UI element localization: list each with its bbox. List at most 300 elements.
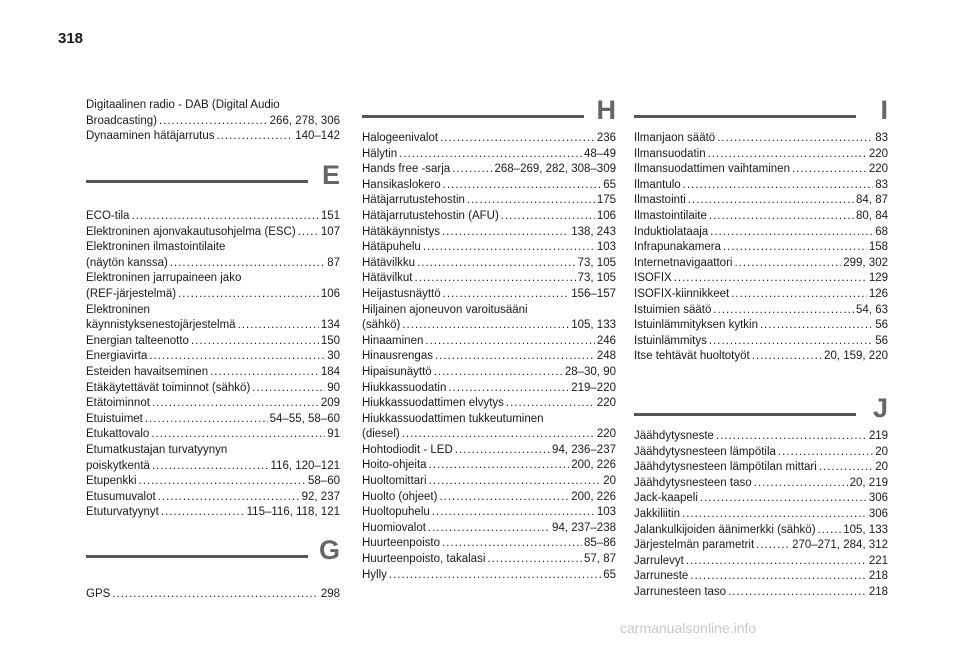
index-entry-title: Järjestelmän parametrit: [634, 539, 755, 552]
index-entry: [634, 162, 888, 178]
dot-leader: [238, 318, 319, 334]
index-entry-title: Hands free -sarja: [362, 163, 451, 176]
dot-leader: [429, 474, 602, 490]
watermark: carmanualsonline.info: [620, 620, 757, 636]
index-entry-line: Etumatkustajan turvatyynyn: [86, 443, 228, 456]
index-entry-title: Internetnavigaattori: [634, 256, 733, 269]
index-entry: [362, 381, 616, 397]
index-entry: [362, 349, 616, 365]
dot-leader: [752, 349, 822, 365]
index-entry: [634, 460, 888, 476]
index-entry-pages: 219: [868, 430, 888, 442]
index-entry-title: Jäähdytysnesteen lämpötilan mittari: [634, 461, 817, 474]
dot-leader: [298, 225, 319, 241]
dot-leader: [818, 523, 842, 539]
index-entry-title: Etukattovalo: [86, 428, 150, 441]
index-entry: [86, 318, 340, 334]
dot-leader: [506, 396, 595, 412]
index-entry-pages: 68: [875, 225, 888, 238]
index-entry-pages: 220: [596, 428, 616, 441]
index-entry-title: Hylly: [362, 568, 387, 581]
index-entry: [362, 458, 616, 474]
index-entry-title: Huoltopuhelu: [362, 506, 430, 519]
index-entry-pages: 85–86: [584, 537, 616, 550]
index-entry-title: Hälytin: [362, 147, 398, 160]
index-entry: [634, 429, 888, 445]
index-entry: [86, 365, 340, 381]
index-entry: [634, 287, 888, 303]
index-entry-pages: 106: [596, 209, 616, 222]
dot-leader: [152, 396, 319, 412]
dot-leader: [731, 287, 867, 303]
dot-leader: [754, 476, 848, 492]
index-entry-title: Ilmanjaon säätö: [634, 132, 716, 144]
index-entry-title: Ilmansuodattimen vaihtaminen: [634, 163, 790, 176]
index-entry-line: Hiljainen ajoneuvon varoitusääni: [362, 303, 528, 316]
index-entry: [634, 445, 888, 461]
index-entry-pages: 306: [868, 507, 888, 520]
index-entry: [634, 209, 888, 225]
dot-leader: [439, 490, 569, 506]
dot-leader: [443, 287, 570, 303]
dot-leader: [792, 162, 867, 178]
section-letter: I: [880, 95, 888, 125]
index-entry-title: Elektroninen ajonvakautusohjelma (ESC): [86, 225, 296, 238]
index-entry-pages: 156–157: [571, 287, 616, 300]
index-entry-title: Hätäjarrutustehostin: [362, 194, 465, 207]
index-entry-title: Huurteenpoisto: [362, 537, 440, 550]
index-block: [86, 209, 340, 521]
index-entry: [362, 334, 616, 350]
dot-leader: [734, 256, 841, 272]
dot-leader: [151, 427, 325, 443]
index-entry-pages: 92, 237: [301, 490, 340, 503]
index-entry-title: Hiukkassuodatin: [362, 381, 447, 394]
index-entry-pages: 266, 278, 306: [269, 114, 340, 127]
index-entry-title: Ilmansuodatin: [634, 147, 706, 160]
index-entry: [634, 240, 888, 256]
index-entry: [362, 536, 616, 552]
dot-leader: [683, 178, 874, 194]
dot-leader: [723, 240, 867, 256]
index-entry: [634, 147, 888, 163]
index-entry-pages: 65: [603, 568, 616, 581]
index-entry-title: Ilmastointilaite: [634, 209, 707, 222]
dot-leader: [760, 318, 873, 334]
index-entry: [362, 193, 616, 209]
dot-leader: [682, 507, 867, 523]
index-entry-title: Energiavirta: [86, 350, 148, 363]
index-entry: [362, 568, 616, 584]
index-entry-pages: 107: [320, 225, 340, 238]
index-entry-pages: 129: [868, 272, 888, 285]
index-entry-title: Huoltomittari: [362, 475, 427, 488]
index-entry: [634, 225, 888, 241]
index-entry-title: Hätävilkku: [362, 256, 416, 269]
index-entry: [362, 240, 616, 256]
index-entry-title: Etupenkki: [86, 475, 137, 488]
index-entry: [362, 131, 616, 147]
index-entry-pages: 116, 120–121: [270, 459, 340, 472]
index-entry-pages: 57, 87: [584, 553, 616, 566]
index-entry-pages: 30: [327, 350, 340, 363]
index-entry-title: ISOFIX-kiinnikkeet: [634, 287, 730, 300]
index-entry-pages: 126: [868, 287, 888, 300]
section-letter: H: [596, 95, 616, 125]
index-entry-pages: 220: [596, 397, 616, 410]
dot-leader: [389, 568, 601, 584]
index-entry-pages: 65: [603, 178, 616, 191]
index-entry: [86, 349, 340, 365]
dot-leader: [440, 131, 595, 147]
dot-leader: [443, 178, 602, 194]
dot-leader: [158, 490, 300, 506]
index-entry-pages: 20: [603, 475, 616, 488]
index-block: [86, 98, 340, 145]
dot-leader: [708, 147, 867, 163]
index-entry-pages: 150: [320, 334, 340, 347]
index-entry-pages: 221: [868, 554, 888, 567]
index-entry-pages: 83: [875, 178, 888, 191]
index-entry-pages: 106: [320, 287, 340, 300]
index-block: [634, 429, 888, 601]
index-entry-title: Hinaaminen: [362, 334, 424, 347]
dot-leader: [399, 147, 582, 163]
section-header-g: [86, 535, 340, 579]
index-entry-title: Broadcasting): [86, 114, 157, 127]
index-entry-pages: 94, 236–237: [552, 443, 616, 456]
index-entry: [634, 523, 888, 539]
index-entry-line: Elektroninen jarrupaineen jako: [86, 272, 242, 285]
index-entry-title: Etäkäytettävät toiminnot (sähkö): [86, 381, 251, 394]
dot-leader: [178, 287, 319, 303]
dot-leader: [709, 334, 873, 350]
dot-leader: [131, 209, 318, 225]
section-divider: [634, 413, 856, 416]
index-entry-pages: 306: [868, 492, 888, 505]
index-entry-pages: 48–49: [584, 147, 616, 160]
index-entry-pages: 268–269, 282, 308–309: [494, 163, 616, 176]
index-entry: [362, 209, 616, 225]
index-entry: [362, 271, 616, 287]
index-entry-title: Induktiolataaja: [634, 225, 709, 238]
index-entry-line: Elektroninen ilmastointilaite: [86, 241, 226, 254]
index-entry-line: Digitaalinen radio - DAB (Digital Audio: [86, 99, 280, 111]
index-entry: [86, 209, 340, 225]
index-entry: [634, 271, 888, 287]
dot-leader: [191, 334, 319, 350]
index-entry-title: Jack-kaapeli: [634, 492, 698, 505]
index-entry-pages: 220: [868, 163, 888, 176]
index-entry-pages: 209: [320, 397, 340, 410]
dot-leader: [713, 303, 854, 319]
index-entry-pages: 94, 237–238: [552, 521, 616, 534]
index-entry: [86, 225, 340, 241]
index-entry-title: (diesel): [362, 428, 400, 441]
dot-leader: [756, 538, 790, 554]
index-entry-pages: 218: [868, 585, 888, 598]
page-number: 318: [58, 30, 84, 47]
section-letter: E: [321, 160, 340, 190]
index-entry: [362, 365, 616, 381]
dot-leader: [432, 505, 595, 521]
index-entry-pages: 200, 226: [571, 459, 616, 472]
index-entry-title: Istuimien säätö: [634, 303, 712, 316]
index-entry-pages: 218: [868, 570, 888, 583]
dot-leader: [819, 460, 873, 476]
index-entry-pages: 219–220: [571, 381, 616, 394]
index-entry-title: ISOFIX: [634, 272, 672, 285]
index-entry-pages: 56: [875, 334, 888, 347]
index-entry: [362, 287, 616, 303]
dot-leader: [717, 131, 873, 147]
dot-leader: [690, 569, 866, 585]
dot-leader: [170, 256, 325, 272]
index-entry-title: Ilmastointi: [634, 194, 686, 207]
index-entry-title: Heijastusnäyttö: [362, 287, 441, 300]
index-entry-title: Hohtodiodit - LED: [362, 443, 453, 456]
index-entry: [362, 256, 616, 272]
index-entry-title: (REF-järjestelmä): [86, 287, 177, 300]
index-entry-title: Jakkiliitin: [634, 507, 681, 520]
index-entry: [86, 381, 340, 397]
index-entry-title: Etätoiminnot: [86, 397, 150, 410]
dot-leader: [159, 114, 268, 130]
index-entry-title: Jäähdytysnesteen taso: [634, 476, 752, 489]
index-entry-title: Hinausrengas: [362, 350, 433, 363]
index-entry-title: Etusumuvalot: [86, 490, 156, 503]
dot-leader: [709, 209, 854, 225]
index-entry-title: Esteiden havaitseminen: [86, 365, 209, 378]
index-entry: [634, 349, 888, 365]
index-entry: [86, 256, 340, 272]
index-entry: [362, 162, 616, 178]
dot-leader: [217, 129, 294, 145]
dot-leader: [152, 459, 269, 475]
dot-leader: [442, 536, 582, 552]
index-entry: [634, 554, 888, 570]
dot-leader: [452, 162, 492, 178]
index-entry-title: Hätävilkut: [362, 272, 413, 285]
index-entry-pages: 105, 133: [843, 523, 888, 536]
dot-leader: [716, 429, 867, 445]
dot-leader: [442, 225, 569, 241]
index-entry-pages: 140–142: [295, 130, 340, 143]
dot-leader: [700, 491, 867, 507]
index-entry-title: Huurteenpoisto, takalasi: [362, 553, 486, 566]
dot-leader: [487, 552, 582, 568]
section-divider: [634, 115, 856, 118]
index-entry-pages: 80, 84: [856, 209, 888, 222]
index-entry: [634, 334, 888, 350]
dot-leader: [435, 349, 595, 365]
index-entry-pages: 184: [320, 365, 340, 378]
dot-leader: [425, 334, 594, 350]
index-entry-pages: 298: [320, 588, 340, 600]
index-entry-title: Jalankulkijoiden äänimerkki (sähkö): [634, 523, 816, 536]
index-entry-title: ECO-tila: [86, 210, 130, 222]
index-entry-title: (sähkö): [362, 319, 401, 332]
index-entry-title: Hätäpuhelu: [362, 241, 421, 254]
index-entry: [362, 474, 616, 490]
index-entry-title: Energian talteenotto: [86, 334, 189, 347]
dot-leader: [402, 318, 569, 334]
dot-leader: [161, 505, 245, 521]
section-divider: [86, 555, 308, 558]
index-entry: [86, 396, 340, 412]
section-letter: J: [872, 393, 888, 423]
dot-leader: [139, 474, 307, 490]
section-header-e: [86, 160, 340, 204]
dot-leader: [455, 443, 550, 459]
index-entry: [362, 178, 616, 194]
index-entry: [634, 491, 888, 507]
index-entry-title: GPS: [86, 588, 111, 600]
index-entry-title: käynnistyksenestojärjestelmä: [86, 319, 236, 332]
index-entry-pages: 103: [596, 506, 616, 519]
index-entry-pages: 246: [596, 334, 616, 347]
index-entry-pages: 83: [875, 132, 888, 144]
index-entry-pages: 299, 302: [843, 256, 888, 269]
index-entry-title: poiskytkentä: [86, 459, 150, 472]
index-entry: [362, 318, 616, 334]
index-entry-title: Jarrulevyt: [634, 554, 684, 567]
index-entry-pages: 236: [596, 132, 616, 144]
index-entry: [362, 505, 616, 521]
index-entry-pages: 105, 133: [571, 319, 616, 332]
index-entry: [634, 318, 888, 334]
dot-leader: [402, 427, 595, 443]
index-entry-pages: 84, 87: [856, 194, 888, 207]
index-entry-title: Infrapunakamera: [634, 241, 721, 254]
dot-leader: [778, 445, 873, 461]
index-entry-title: Hätäjarrutustehostin (AFU): [362, 209, 499, 222]
index-entry: [634, 569, 888, 585]
index-entry-pages: 151: [320, 210, 340, 222]
index-entry-pages: 56: [875, 319, 888, 332]
index-entry-title: Istuinlämmityksen kytkin: [634, 319, 758, 332]
index-block: [362, 131, 616, 583]
index-entry-pages: 20: [875, 445, 888, 458]
index-entry: [362, 490, 616, 506]
index-entry-pages: 73, 105: [577, 272, 616, 285]
dot-leader: [149, 349, 325, 365]
dot-leader: [415, 271, 576, 287]
index-entry-pages: 158: [868, 241, 888, 254]
index-entry: [634, 256, 888, 272]
index-entry: [362, 396, 616, 412]
index-entry-title: Jäähdytysneste: [634, 430, 714, 442]
index-entry-pages: 115–116, 118, 121: [246, 506, 340, 519]
index-entry-title: Hiukkassuodattimen elvytys: [362, 397, 504, 410]
index-entry-pages: 90: [327, 381, 340, 394]
index-entry-title: Jäähdytysnesteen lämpötila: [634, 445, 776, 458]
dot-leader: [710, 225, 873, 241]
index-entry-pages: 270–271, 284, 312: [792, 539, 888, 552]
index-entry-pages: 200, 226: [571, 490, 616, 503]
index-entry: [634, 585, 888, 601]
index-entry: [86, 427, 340, 443]
index-entry: [634, 131, 888, 147]
index-entry: [362, 443, 616, 459]
index-entry-title: Huomiovalot: [362, 521, 426, 534]
index-entry-title: Jarrunesteen taso: [634, 585, 727, 598]
index-entry: [634, 538, 888, 554]
dot-leader: [417, 256, 576, 272]
index-entry-pages: 134: [320, 319, 340, 332]
index-entry: [86, 474, 340, 490]
index-entry-line: Hiukkassuodattimen tukkeutuminen: [362, 412, 544, 425]
index-entry-pages: 175: [596, 194, 616, 207]
index-entry: [634, 178, 888, 194]
dot-leader: [145, 412, 268, 428]
index-entry: [362, 427, 616, 443]
index-entry: [86, 287, 340, 303]
index-entry: [362, 225, 616, 241]
index-entry: [362, 147, 616, 163]
index-entry-title: Jarruneste: [634, 570, 689, 583]
index-entry: [86, 334, 340, 350]
index-entry: [86, 490, 340, 506]
section-letter: G: [318, 535, 340, 565]
index-entry: [362, 521, 616, 537]
index-entry-pages: 58–60: [308, 475, 340, 488]
index-entry: [86, 114, 340, 130]
index-entry: [362, 552, 616, 568]
dot-leader: [252, 381, 325, 397]
index-block: [634, 131, 888, 365]
index-entry-pages: 220: [868, 147, 888, 160]
index-entry-title: Etuturvatyynyt: [86, 506, 159, 519]
dot-leader: [686, 554, 867, 570]
section-divider: [362, 115, 584, 118]
index-entry-pages: 248: [596, 350, 616, 363]
index-entry-pages: 20, 219: [849, 476, 888, 489]
index-entry: [634, 507, 888, 523]
index-entry-pages: 138, 243: [571, 225, 616, 238]
index-entry-title: Hipaisunäyttö: [362, 365, 432, 378]
index-entry-title: Huolto (ohjeet): [362, 490, 438, 503]
dot-leader: [448, 381, 569, 397]
index-entry-title: Etuistuimet: [86, 412, 143, 425]
index-entry-pages: 20, 159, 220: [824, 350, 888, 363]
dot-leader: [423, 240, 595, 256]
dot-leader: [210, 365, 319, 381]
index-entry-line: Elektroninen: [86, 303, 150, 316]
index-entry-title: Ilmantulo: [634, 178, 681, 191]
index-entry-title: Dynaaminen hätäjarrutus: [86, 130, 215, 143]
index-entry-pages: 54, 63: [856, 303, 888, 316]
index-entry: [634, 476, 888, 492]
index-entry-title: (näytön kanssa): [86, 256, 168, 269]
index-entry: [86, 587, 340, 603]
index-entry-title: Hätäkäynnistys: [362, 225, 440, 238]
dot-leader: [429, 458, 570, 474]
index-entry-pages: 20: [875, 461, 888, 474]
dot-leader: [674, 271, 867, 287]
index-entry-pages: 91: [327, 428, 340, 441]
index-entry-pages: 54–55, 58–60: [269, 412, 340, 425]
index-block: [86, 587, 340, 603]
index-entry-title: Istuinlämmitys: [634, 334, 707, 347]
index-entry-pages: 73, 105: [577, 256, 616, 269]
dot-leader: [434, 365, 563, 381]
dot-leader: [112, 587, 319, 603]
dot-leader: [728, 585, 867, 601]
index-entry: [634, 303, 888, 319]
dot-leader: [428, 521, 550, 537]
dot-leader: [688, 193, 854, 209]
